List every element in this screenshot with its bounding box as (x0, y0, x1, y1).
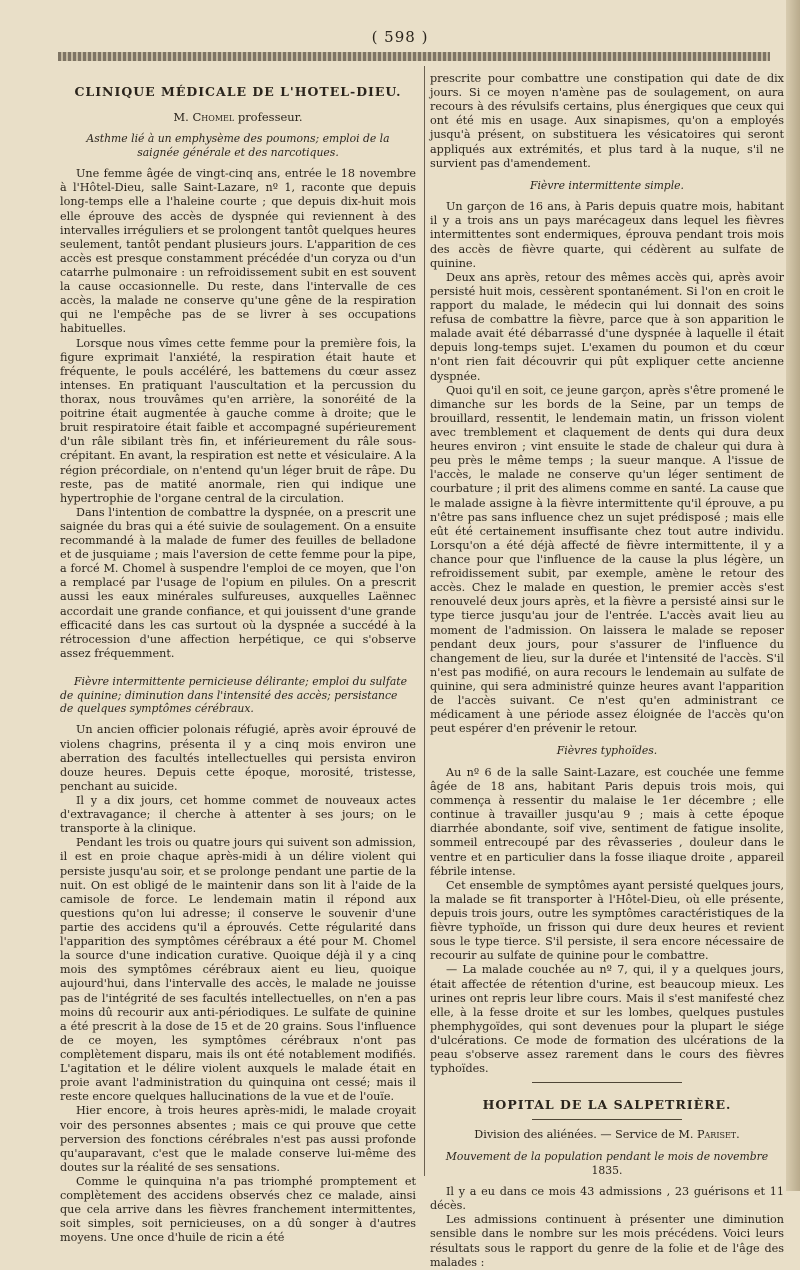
paragraph: prescrite pour combattre une constipation qui date de dix jours. Si ce moyen n'amène pas de soulagement, on aura recours à des révulsifs certains, plus énergiques que ceux qui ont été mis en usage. Aux sinapismes, qu'on a employés jusqu'à présent, on substituera les vésicatoires qui seront appliqués aux extrémités, et plus tard à la nuque, s'il ne survient pas d'amendement. (430, 72, 784, 170)
professor-line (60, 110, 416, 124)
movement-title: Mouvement de la population pendant le mois de novembre (445, 1150, 769, 1164)
page-number: ( 598 ) (371, 28, 429, 46)
section-title-asthme: Asthme lié à un emphysème des poumons; emploi de la saignée générale et des narcotiques. (86, 132, 390, 159)
movement-year: 1835. (591, 1163, 623, 1177)
section-title-fievre-simple: Fièvre intermittente simple. (529, 178, 684, 192)
paragraph: Deux ans après, retour des mêmes accès qui, après avoir persisté huit mois, cessèrent spontanément. Si l'on en croit le rapport du malade, le médecin qui lui donnait des soins refusa de combattre la fièvre, parce que à son apparition le malade avait été débarrassé d'une dyspnée à laquelle il était depuis long-temps sujet. L'examen du poumon et du cœur n'ont rien fait découvrir qui pût expliquer cette ancienne dyspnée. (430, 270, 784, 383)
paragraph: — La malade couchée au nº 7, qui, il y a quelques jours, était affectée de rétention d'urine, est beaucoup mieux. Les urines ont repris leur libre cours. Mais il s'est manifesté chez elle, à la fesse droite et sur les lombes, quelques pustules phemphygoïdes, qui sont devenues pour la plupart le siége d'ulcérations. Ce mode de formation des ulcérations de la peau s'observe assez rarement dans le cours des fièvres typhoïdes. (430, 963, 784, 1076)
paragraph: Dans l'intention de combattre la dyspnée, on a prescrit une saignée du bras qui a été suivie de soulagement. On a ensuite recommandé à la malade de fumer des feuilles de belladone et de jusquiame ; mais l'aversion de cette femme pour la pipe, a forcé M. Chomel à suspendre l'emploi de ce moyen, que l'on a remplacé par l'usage de l'opium en pilules. On a prescrit aussi les eaux minérales sulfureuses, auxquelles Laënnec accordait une grande confiance, et qui jouissent d'une grande efficacité dans les cas surtout où la dyspnée a succédé à la rétrocession d'une affection herpétique, ce qui s'observe assez fréquemment. (60, 505, 416, 660)
division-line (430, 1128, 784, 1142)
right-column (430, 72, 784, 1270)
division-text: Division des aliénées. — Service de M. (474, 1128, 697, 1142)
section-title-fievres-typhoides: Fièvres typhoïdes. (556, 744, 658, 758)
movement-title-line (430, 1150, 784, 1177)
paragraph: Cet ensemble de symptômes ayant persisté quelques jours, la malade se fit transporter à l'Hôtel-Dieu, où elle présente, depuis trois jours, outre les symptômes caractéristiques de la fièvre typhoïde, un frisson qui dure deux heures et revient sous le type tierce. S'il persiste, il sera encore nécessaire de recourir au sulfate de quinine pour le combattre. (430, 878, 784, 963)
division-name: Pariset. (697, 1128, 740, 1142)
section-rule (532, 1082, 682, 1083)
professor-name: M. Chomel (173, 109, 235, 124)
paragraph: Un ancien officier polonais réfugié, après avoir éprouvé de violens chagrins, présenta il y a cinq mois environ une aberration des facultés intellectuelles qui persista environ douze heures. Depuis cette époque, morosité, tristesse, penchant au suicide. (60, 723, 416, 793)
paragraph: Hier encore, à trois heures après-midi, le malade croyait voir des personnes absentes ; mais ce qui prouve que cette perversion des fonctions cérébrales n'est pas aussi profonde qu'auparavant, c'est que le malade conserve lui-même des doutes sur la réalité de ses sensations. (60, 1104, 416, 1174)
section-title-fievre-pernicieuse: Fièvre intermittente pernicieuse délirante; emploi du sulfate de quinine; diminution dans l'intensité des accès; persistance de quelques symptômes cérébraux. (60, 675, 408, 715)
page-edge (786, 0, 800, 1191)
paragraph: Un garçon de 16 ans, à Paris depuis quatre mois, habitant il y a trois ans un pays marécageux dans lequel les fièvres intermittentes sont endermiques, éprouva pendant trois mois des accès de fièvre quarte, qui cédèrent au sulfate de quinine. (430, 200, 784, 270)
paragraph: Pendant les trois ou quatre jours qui suivent son admission, il est en proie chaque après-midi à un délire violent qui persiste jusqu'au soir, et se prolonge pendant une partie de la nuit. On est obligé de le maintenir dans son lit à l'aide de la camisole de force. Le lendemain matin il répond aux questions qu'on lui adresse; il conserve le souvenir d'une partie des accidens qu'il a éprouvés. Cette régularité dans l'apparition des symptômes cérébraux a été pour M. Chomel la source d'une indication curative. Quoique déjà il y a cinq mois des symptômes cérébraux aient eu lieu, quoique aujourd'hui, dans l'intervalle des accès, le malade ne jouisse pas de l'intégrité de ses facultés intellectuelles, on n'en a pas moins dû recourir aux anti-périodiques. Le sulfate de quinine a été prescrit à la dose de 15 et de 20 grains. Sous l'influence de ce moyen, les symptômes cérébraux n'ont pas complètement disparu, mais ils ont été notablement modifiés. L'agitation et le délire violent auxquels le malade était en proie avant l'administration du quinquina ont cessé; mais il reste encore quelques hallucinations de la vue et de l'ouïe. (60, 836, 416, 1104)
hospital-title: HOPITAL DE LA SALPETRIÈRE. (482, 1097, 732, 1113)
decorative-header-rule (58, 52, 770, 61)
section-rule (532, 1119, 682, 1120)
paragraph: Il y a dix jours, cet homme commet de nouveaux actes d'extravagance; il cherche à attenter à ses jours; on le transporte à la clinique. (60, 794, 416, 836)
professor-role: professeur. (234, 109, 303, 124)
clinic-title: CLINIQUE MÉDICALE DE L'HOTEL-DIEU. (74, 84, 402, 99)
paragraph: Les admissions continuent à présenter une diminution sensible dans le nombre sur les mois précédens. Voici leurs résultats sous le rapport du genre de la folie et de l'âge des malades : (430, 1213, 784, 1269)
paragraph: Une femme âgée de vingt-cinq ans, entrée le 18 novembre à l'Hôtel-Dieu, salle Saint-Lazare, nº 1, raconte que depuis long-temps elle a l'haleine courte ; que depuis dix-huit mois elle éprouve des accès de dyspnée qui reviennent à des intervalles irréguliers et se prolongent tantôt quelques heures seulement, tantôt pendant plusieurs jours. L'apparition de ces accès est presque constamment précédée d'un coryza ou d'un catarrhe pulmonaire : un refroidissement subit en est souvent la cause occasionnelle. Du reste, dans l'intervalle de ces accès, la malade ne conserve qu'une gêne de la respiration qui ne l'empêche pas de se livrer à ses occupations habituelles. (60, 167, 416, 336)
paragraph: Comme le quinquina n'a pas triomphé promptement et complètement des accidens observés chez ce malade, ainsi que cela arrive dans les fièvres franchement intermittentes, soit simples, soit pernicieuses, on a dû songer à d'autres moyens. Une once d'huile de ricin a été (60, 1174, 416, 1245)
paragraph: Il y a eu dans ce mois 43 admissions , 23 guérisons et 11 décès. (430, 1185, 784, 1213)
paragraph: Au nº 6 de la salle Saint-Lazare, est couchée une femme âgée de 18 ans, habitant Paris depuis trois mois, qui commença à ressentir du malaise le 1er décembre ; elle continue à travailler jusqu'au 9 ; mais à cette époque diarrhée abondante, soif vive, sentiment de fatigue insolite, sommeil entrecoupé par des rêvasseries , douleur dans le ventre et en particulier dans la fosse iliaque droite , appareil fébrile intense. (430, 765, 784, 878)
paragraph: Quoi qu'il en soit, ce jeune garçon, après s'être promené le dimanche sur les bords de la Seine, par un temps de brouillard, ressentit, le lendemain matin, un frisson violent avec tremblement et claquement de dents qui dura deux heures environ ; vint ensuite le stade de chaleur qui dura à peu près le même temps ; la sueur manque. A l'issue de l'accès, le malade ne conserve qu'un léger sentiment de courbature ; il prit des alimens comme en santé. La cause que le malade assigne à la fièvre intermittente qu'il éprouve, a pu n'être pas sans influence chez un sujet prédisposé ; mais elle eût été certainement insuffisante chez tout autre individu. Lorsqu'on a été déjà affecté de fièvre intermittente, il y a chance pour que l'influence de la cause la plus légère, un refroidissement subit, par exemple, amène le retour des accès. Chez le malade en question, le premier accès s'est renouvelé deux jours après, et la fièvre a persisté ainsi sur le type tierce jusqu'au jour de l'entrée. L'accès avait lieu au moment de l'admission. On laissera le malade se reposer pendant deux jours, pour s'assurer de l'influence du changement de lieu, sur la durée et l'intensité de l'accès. S'il n'est pas modifié, on aura recours le lendemain au sulfate de quinine, qui sera administré quinze heures avant l'apparition de l'accès suivant. Ce n'est qu'en administrant ce médicament à une période assez éloignée de l'accès qu'on peut espérer d'en prévenir le retour. (430, 383, 784, 736)
column-divider (424, 66, 425, 1176)
paragraph: Lorsque nous vîmes cette femme pour la première fois, la figure exprimait l'anxiété, la respiration était haute et fréquente, le pouls accéléré, les battemens du cœur assez intenses. En pratiquant l'auscultation et la percussion du thorax, nous trouvâmes qu'en arrière, la sonoréité de la poitrine était augmentée à gauche comme à droite; que le bruit respiratoire était faible et accompagné supérieurement d'un râle sibilant très fin, et inférieurement du râle sous-crépitant. En avant, la respiration est nette et vésiculaire. A la région précordiale, on n'entend qu'un léger bruit de râpe. Du reste, pas de matité anormale, rien qui indique une hypertrophie de l'organe central de la circulation. (60, 336, 416, 505)
left-column (60, 72, 416, 1246)
